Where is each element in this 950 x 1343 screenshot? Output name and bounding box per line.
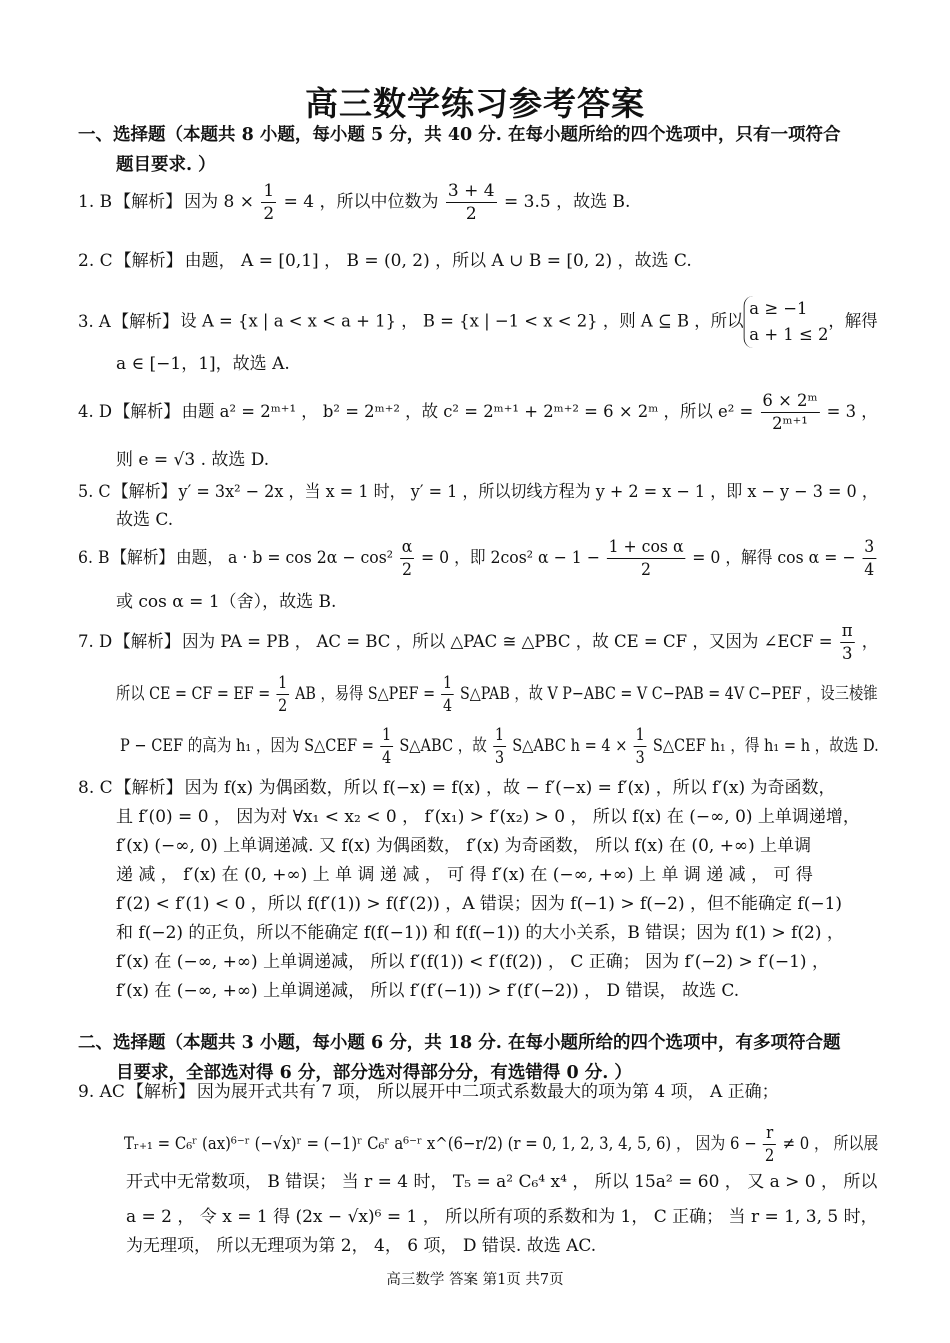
question-text: P − CEF 的高为 h₁ ，因为 S△CEF = <box>120 736 379 756</box>
question-text: ， <box>856 632 879 652</box>
denominator: 3 <box>494 748 505 768</box>
question-8-line-2: 且 f′(0) = 0 ， 因为对 ∀x₁ < x₂ < 0 ， f′(x₁) > f′(x₂) > 0 ， 所以 f(x) 在 (−∞, 0) 上单调递增， <box>116 807 860 827</box>
numerator: 1 <box>635 725 645 745</box>
question-2 <box>78 249 692 273</box>
question-text: 由题， a · b = cos 2α − cos² <box>175 548 399 568</box>
numerator: 1 <box>494 725 505 745</box>
numerator: 1 <box>263 181 275 201</box>
question-text: 因为 f(x) 为偶函数，所以 f(−x) = f(x) ，故 − f′(−x) = f′(x) ，所以 f′(x) 为奇函数， <box>184 778 836 798</box>
fraction <box>840 620 855 665</box>
denominator: 2 <box>465 204 477 224</box>
numerator: 3 <box>864 537 875 557</box>
section-one-header-continued: 题目要求. ） <box>116 155 216 175</box>
analysis-label: 【解析】 <box>114 778 183 798</box>
question-9-line-3: 开式中无常数项， B 错误； 当 r = 4 时， T₅ = a² C₆⁴ x⁴ ， 所以 15a² = 60 ， 又 a > 0 ， 所以 <box>126 1172 878 1192</box>
denominator: 2 <box>278 696 288 716</box>
question-5-continued: 故选 C. <box>116 510 174 530</box>
denominator: 2 <box>641 560 652 580</box>
section-one-header <box>78 120 878 180</box>
fraction <box>862 536 876 581</box>
question-number: 8. C <box>78 778 113 798</box>
fraction <box>261 180 276 225</box>
numerator: 3 + 4 <box>447 181 495 201</box>
fraction <box>380 724 393 769</box>
question-text: ≠ 0 ， 所以展 <box>777 1134 879 1154</box>
question-number: 9. AC <box>78 1082 125 1102</box>
question-4-continued: 则 e = √3 . 故选 D. <box>116 450 270 470</box>
question-text: S△ABC h = 4 × <box>507 736 633 756</box>
question-text: 由题， A = [0,1] ， B = (0, 2) ，所以 A ∪ B = [0, 2) ，故选 C. <box>184 251 692 271</box>
fraction <box>441 672 453 717</box>
fraction <box>276 672 288 717</box>
question-text: 所以 CE = CF = EF = <box>116 684 275 704</box>
question-8-line-8: f′(x) 在 (−∞, +∞) 上单调递减， 所以 f′(f′(−1)) > f′(f′(−2)) ， D 错误， 故选 C. <box>116 981 740 1001</box>
question-text: AB ，易得 S△PEF = <box>290 684 440 704</box>
numerator: 1 <box>278 673 288 693</box>
fraction <box>607 536 686 581</box>
question-9 <box>78 1080 779 1104</box>
question-text: = 0 ，即 2cos² α − 1 − <box>416 548 605 568</box>
question-6 <box>78 536 878 581</box>
question-1 <box>78 180 630 225</box>
section-two-header-continued: 目要求，全部选对得 6 分，部分选对得部分分，有选错得 0 分. ） <box>116 1063 632 1083</box>
question-3-continued: a ∈ [−1，1]，故选 A. <box>116 354 290 374</box>
numerator: 6 × 2ᵐ <box>762 391 818 411</box>
section-two-header <box>78 1028 878 1088</box>
question-text: = 4 ，所以中位数为 <box>278 192 444 212</box>
question-3 <box>78 296 878 348</box>
analysis-label: 【解析】 <box>114 632 181 652</box>
numerator: r <box>763 1122 776 1145</box>
denominator: 4 <box>864 560 875 580</box>
question-8-line-7: f′(x) 在 (−∞, +∞) 上单调递减， 所以 f′(f(1)) < f′(f(2)) ， C 正确； 因为 f′(−2) > f′(−1) ， <box>116 952 829 972</box>
section-two-header-text: 二、选择题（本题共 3 小题，每小题 6 分，共 18 分. 在每小题所给的四个选项中，有多项符合题 <box>78 1033 841 1053</box>
question-8-line-6: 和 f(−2) 的正负，所以不能确定 f(f(−1)) 和 f(f(−1)) 的大小关系，B 错误；因为 f(1) > f(2) ， <box>116 923 844 943</box>
numerator: 1 <box>442 673 453 693</box>
fraction <box>760 390 819 435</box>
question-text: 由题 a² = 2ᵐ⁺¹ ， b² = 2ᵐ⁺² ，故 c² = 2ᵐ⁺¹ + 2ᵐ⁺² = 6 × 2ᵐ ，所以 e² = <box>181 402 759 422</box>
question-number: 3. A <box>78 311 111 332</box>
question-number: 4. D <box>78 402 113 422</box>
question-text: 设 A = {x | a < x < a + 1} ， B = {x | −1 < x < 2} ，则 A ⊆ B ，所以 <box>180 311 744 332</box>
question-number: 2. C <box>78 251 113 271</box>
question-text: 因为展开式共有 7 项， 所以展开中二项式系数最大的项为第 4 项， A 正确； <box>196 1082 779 1102</box>
question-text: y′ = 3x² − 2x ，当 x = 1 时， y′ = 1 ，所以切线方程为 y + 2 = x − 1 ，即 x − y − 3 = 0 ， <box>178 482 878 502</box>
question-text: = 0 ，解得 cos α = − <box>687 548 861 568</box>
page-footer: 高三数学 答案 第1页 共7页 <box>386 1272 564 1288</box>
numerator: 1 <box>382 725 392 745</box>
question-6-continued: 或 cos α = 1（舍），故选 B. <box>116 592 337 612</box>
question-7-line-2 <box>116 672 878 717</box>
fraction <box>634 724 647 769</box>
question-number: 1. B <box>78 192 113 212</box>
question-text: S△PAB ，故 V P−ABC = V C−PAB = 4V C−PEF ，设三棱锥 <box>455 684 878 704</box>
question-8 <box>78 776 836 800</box>
question-5 <box>78 480 878 504</box>
question-7-line-3 <box>120 724 879 769</box>
fraction <box>400 536 414 581</box>
denominator: 3 <box>841 644 853 664</box>
question-9-line-4: a = 2 ， 令 x = 1 得 (2x − √x)⁶ = 1 ， 所以所有项的系数和为 1， C 正确； 当 r = 1, 3, 5 时， <box>126 1207 878 1227</box>
question-text: S△ABC ，故 <box>394 736 492 756</box>
denominator: 2 <box>263 204 275 224</box>
question-text: = 3.5 ，故选 B. <box>498 192 631 212</box>
question-text: ，解得 <box>828 311 878 332</box>
numerator: π <box>841 621 853 641</box>
question-9-line-5: 为无理项， 所以无理项为第 2， 4， 6 项， D 错误. 故选 AC. <box>126 1236 597 1256</box>
numerator: 1 + cos α <box>608 537 684 557</box>
question-8-line-4: 递 减 ， f′(x) 在 (0, +∞) 上 单 调 递 减 ， 可 得 f′(x) 在 (−∞, +∞) 上 单 调 递 减 ， 可 得 <box>116 865 813 885</box>
inequality-line: a ≥ −1 <box>749 299 808 319</box>
page-title: 高三数学练习参考答案 <box>305 84 645 123</box>
question-8-line-3: f′(x) (−∞, 0) 上单调递减. 又 f(x) 为偶函数， f′(x) 为奇函数， 所以 f(x) 在 (0, +∞) 上单调 <box>116 836 812 856</box>
question-number: 6. B <box>78 548 110 568</box>
question-9-line-2 <box>124 1122 878 1167</box>
question-text: 因为 PA = PB ， AC = BC ，所以 △PAC ≅ △PBC ，故 CE = CF ，又因为 ∠ECF = <box>182 632 838 652</box>
question-4 <box>78 390 878 435</box>
denominator: 4 <box>382 748 392 768</box>
question-number: 5. C <box>78 482 111 502</box>
analysis-label: 【解析】 <box>114 192 183 212</box>
denominator: 3 <box>635 748 645 768</box>
section-one-header-text: 一、选择题（本题共 8 小题，每小题 5 分，共 40 分. 在每小题所给的四个选项中，只有一项符合 <box>78 125 841 145</box>
denominator: 2 <box>402 560 413 580</box>
denominator: 2ᵐ⁺¹ <box>772 414 808 434</box>
analysis-label: 【解析】 <box>112 482 177 502</box>
question-text: 因为 8 × <box>184 192 260 212</box>
inequality-system <box>744 296 829 348</box>
fraction <box>763 1122 776 1167</box>
question-8-line-5: f′(2) < f′(1) < 0 ，所以 f(f′(1)) > f(f′(2)) ，A 错误；因为 f(−1) > f(−2) ，但不能确定 f(−1) <box>116 894 843 914</box>
question-7 <box>78 620 878 665</box>
fraction <box>446 180 497 225</box>
question-text: S△CEF h₁ ，得 h₁ = h ，故选 D. <box>648 736 879 756</box>
analysis-label: 【解析】 <box>111 548 175 568</box>
question-text: = 3 ， <box>821 402 878 422</box>
analysis-label: 【解析】 <box>126 1082 195 1102</box>
inequality-line: a + 1 ≤ 2 <box>749 325 829 345</box>
analysis-label: 【解析】 <box>114 251 183 271</box>
denominator: 4 <box>442 696 453 716</box>
question-number: 7. D <box>78 632 113 652</box>
denominator: 2 <box>764 1146 775 1166</box>
question-text: Tᵣ₊₁ = C₆ʳ (ax)⁶⁻ʳ (−√x)ʳ = (−1)ʳ C₆ʳ a⁶⁻ʳ x^(6−r/2) (r = 0, 1, 2, 3, 4, 5, 6) ， 因为 6 − <box>124 1134 762 1154</box>
analysis-label: 【解析】 <box>113 402 180 422</box>
analysis-label: 【解析】 <box>112 311 179 332</box>
numerator: α <box>401 537 413 557</box>
fraction <box>493 724 506 769</box>
